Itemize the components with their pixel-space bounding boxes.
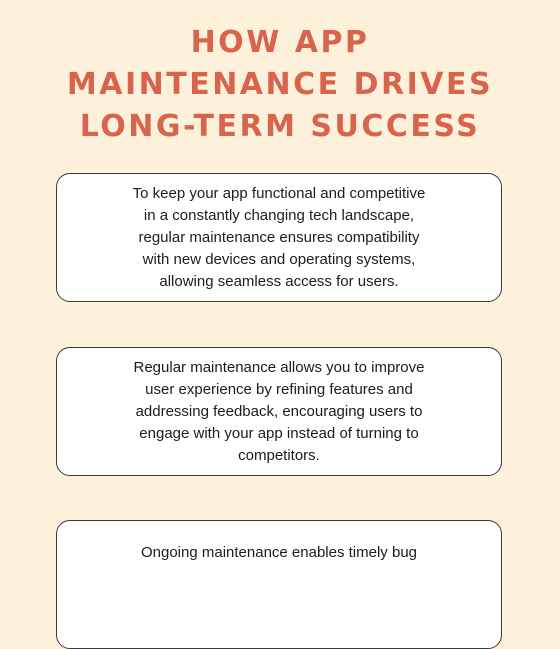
text-line: allowing seamless access for users. <box>159 272 399 290</box>
info-card-compatibility <box>56 173 502 302</box>
text-line: Regular maintenance allows you to improve <box>133 358 425 376</box>
info-card-user-experience <box>56 347 502 476</box>
text-line: Ongoing maintenance enables timely bug <box>140 544 417 561</box>
text-line: competitors. <box>238 446 320 464</box>
text-line: in a constantly changing tech landscape, <box>143 206 415 224</box>
text-line: To keep your app functional and competitive <box>132 184 426 202</box>
text-line: engage with your app instead of turning to <box>139 424 419 442</box>
text-line: regular maintenance ensures compatibility <box>138 228 420 246</box>
text-line: user experience by refining features and <box>145 380 413 398</box>
info-card-text <box>133 183 426 293</box>
info-card-text <box>141 542 417 564</box>
page-title <box>0 22 560 148</box>
title-line-1: HOW APP <box>190 25 370 60</box>
title-line-2: MAINTENANCE DRIVES <box>66 67 494 102</box>
text-line: with new devices and operating systems, <box>142 250 416 268</box>
title-line-3: LONG-TERM SUCCESS <box>79 109 481 144</box>
info-card-bug-fixes <box>56 520 502 649</box>
text-line: addressing feedback, encouraging users to <box>135 402 423 420</box>
info-card-text <box>134 357 425 467</box>
